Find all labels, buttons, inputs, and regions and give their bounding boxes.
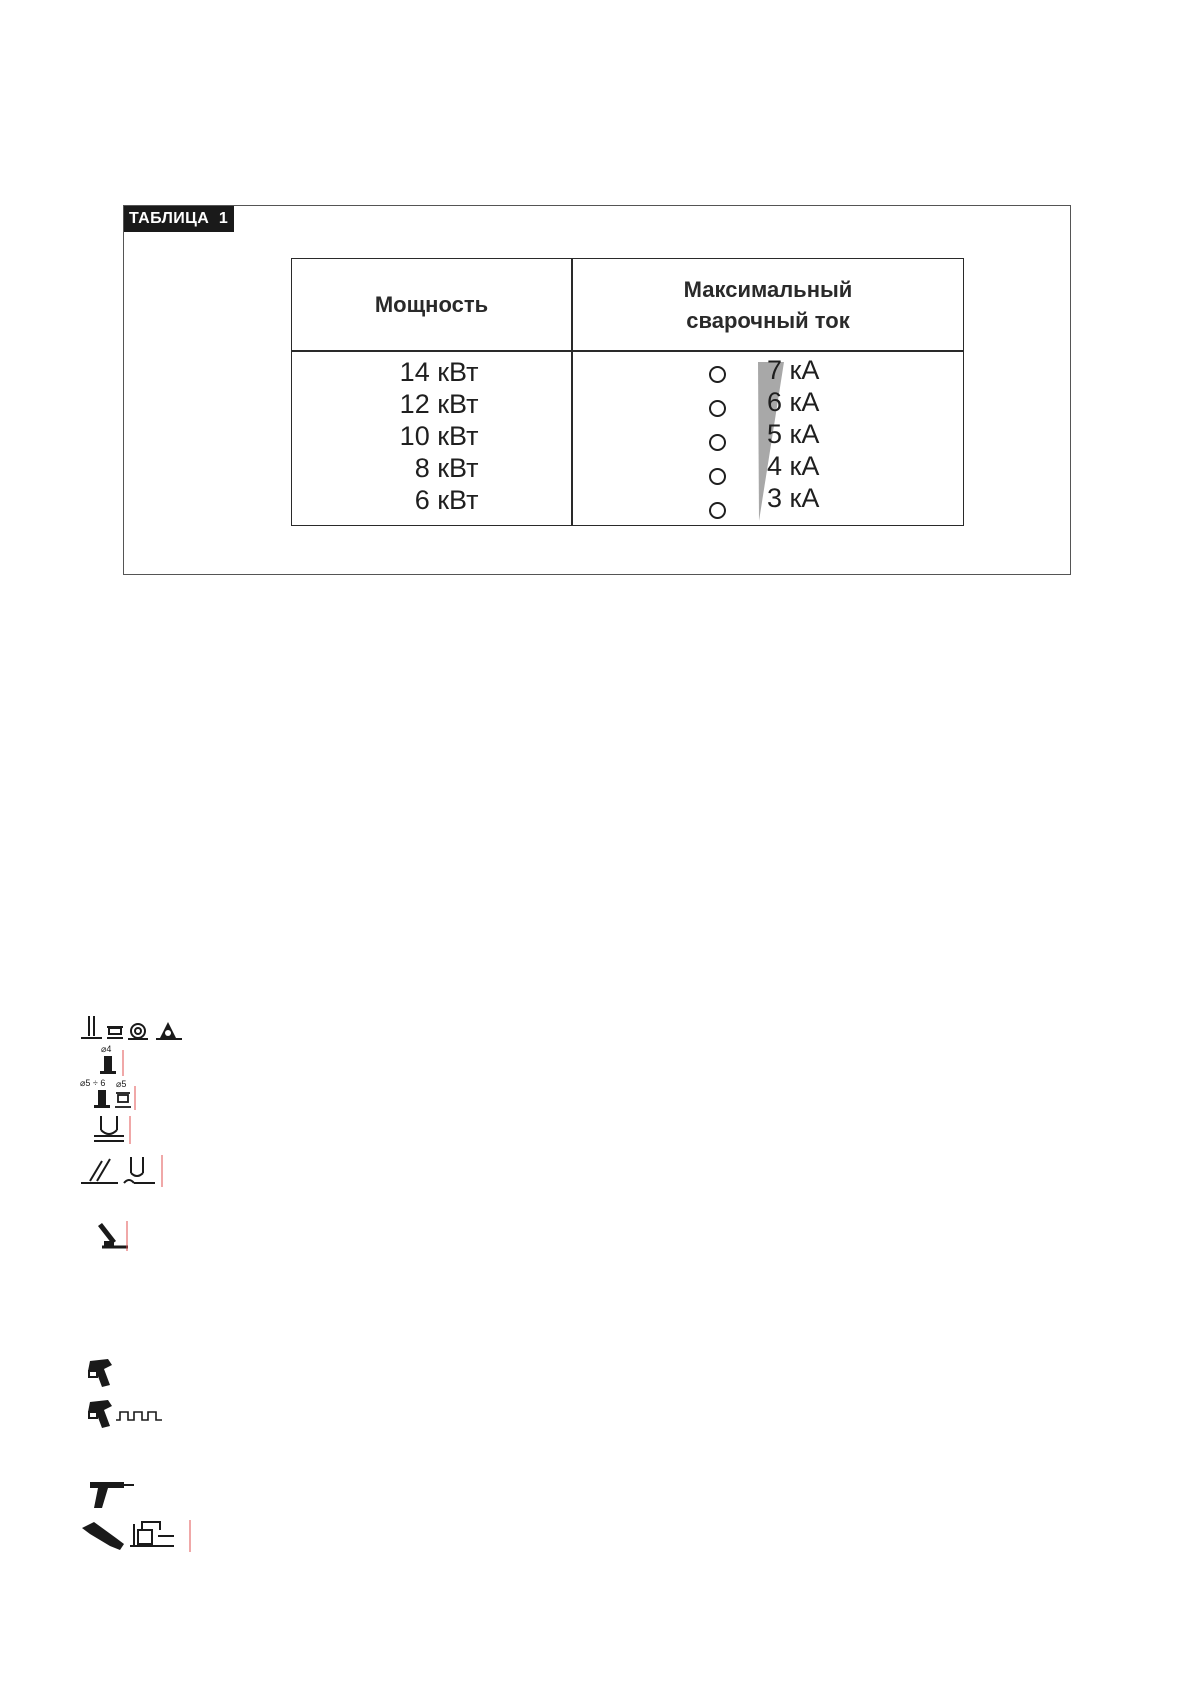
power-value: 6 кВт xyxy=(414,485,479,515)
selector-circle-icon xyxy=(709,502,726,519)
header-max-current xyxy=(573,259,963,350)
current-value: 4 кА xyxy=(767,451,820,481)
welding-gun-pulse-icon xyxy=(80,1398,170,1430)
selector-circle-icon xyxy=(709,366,726,383)
angled-stud-icon xyxy=(80,1217,140,1251)
current-value: 5 кА xyxy=(767,419,820,449)
current-value: 6 кА xyxy=(767,387,820,417)
stud-gun-icon xyxy=(80,1478,140,1510)
spot-welding-gun-icon xyxy=(80,1518,200,1552)
power-value: 10 кВт xyxy=(399,421,479,451)
stud-types-icon xyxy=(80,1014,184,1042)
header-power: Мощность xyxy=(374,292,489,317)
d4-label: ⌀4 xyxy=(101,1044,112,1054)
weld-position-icon xyxy=(80,1153,170,1187)
header-max-current-line1: Максимальный xyxy=(683,276,853,302)
table-tag: ТАБЛИЦА 1 xyxy=(124,206,234,232)
header-divider xyxy=(292,350,963,352)
stud-diameter-5-6-icon xyxy=(80,1078,160,1110)
welding-gun-icon xyxy=(80,1357,130,1389)
power-value: 14 кВт xyxy=(399,357,479,387)
power-value: 12 кВт xyxy=(399,389,479,419)
stud-diameter-4-icon xyxy=(80,1044,140,1076)
d56-label: ⌀5 ÷ 6 xyxy=(80,1078,106,1088)
power-value: 8 кВт xyxy=(414,453,479,483)
d5-label: ⌀5 xyxy=(116,1079,127,1089)
table-1-frame xyxy=(123,205,1071,575)
weld-joint-icon xyxy=(80,1114,140,1144)
current-value: 3 кА xyxy=(767,483,820,513)
header-max-current-line2: сварочный ток xyxy=(686,307,850,333)
selector-circle-icon xyxy=(709,468,726,485)
selector-circle-icon xyxy=(709,400,726,417)
selector-circle-icon xyxy=(709,434,726,451)
power-current-table xyxy=(291,258,964,526)
current-value: 7 кА xyxy=(767,355,820,385)
